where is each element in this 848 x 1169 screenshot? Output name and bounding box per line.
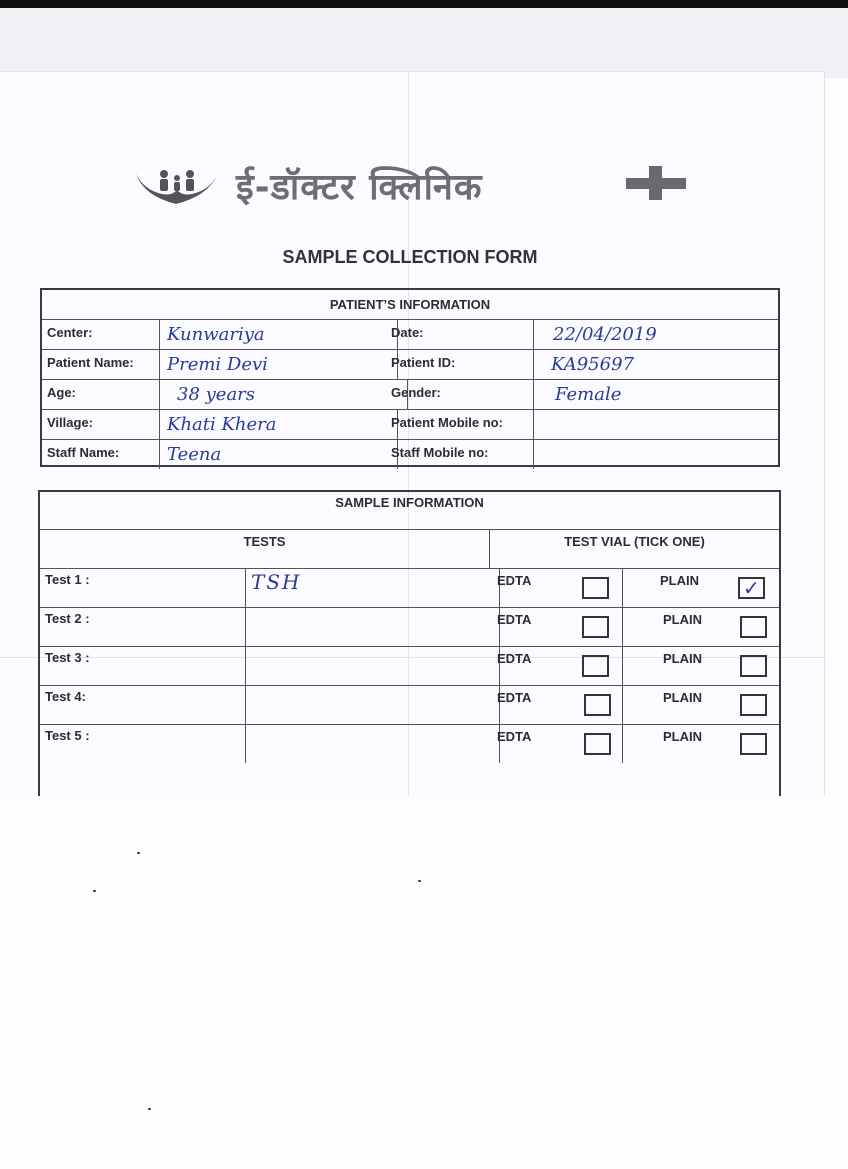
test-name-field[interactable] xyxy=(241,647,500,685)
table-row xyxy=(42,380,778,410)
plain-cell xyxy=(623,608,779,646)
test-row xyxy=(40,686,779,725)
plain-checkbox[interactable] xyxy=(740,616,767,638)
village-field[interactable]: Khati Khera xyxy=(155,410,398,439)
edta-label: EDTA xyxy=(497,690,532,705)
gender-label: Gender: xyxy=(386,380,534,409)
patient-mobile-field[interactable] xyxy=(529,410,790,439)
family-hands-logo-icon xyxy=(134,160,220,210)
staff-mobile-field[interactable] xyxy=(529,440,790,469)
clinic-brand xyxy=(134,155,483,215)
date-label: Date: xyxy=(386,320,534,349)
edta-checkbox[interactable] xyxy=(582,577,609,599)
clinic-name: ई-डॉक्टर क्लिनिक xyxy=(236,166,483,208)
table-row xyxy=(42,350,778,380)
staff-name-label: Staff Name: xyxy=(42,440,160,469)
plain-label: PLAIN xyxy=(663,612,702,627)
center-field[interactable]: Kunwariya xyxy=(155,320,398,349)
table-row xyxy=(42,320,778,350)
plain-label: PLAIN xyxy=(663,651,702,666)
edta-label: EDTA xyxy=(497,729,532,744)
checkmark-icon: ✓ xyxy=(743,576,760,600)
staff-mobile-label: Staff Mobile no: xyxy=(386,440,534,469)
test-name-field[interactable] xyxy=(241,725,500,763)
plain-checkbox[interactable] xyxy=(738,577,765,599)
center-label: Center: xyxy=(42,320,160,349)
edta-label: EDTA xyxy=(497,573,532,588)
sample-columns-header xyxy=(40,530,779,569)
test-row xyxy=(40,647,779,686)
test-label: Test 3 : xyxy=(40,647,246,685)
vial-column-header: TEST VIAL (TICK ONE) xyxy=(564,534,705,549)
edta-label: EDTA xyxy=(497,651,532,666)
plain-cell xyxy=(623,725,779,763)
table-row xyxy=(42,410,778,440)
patient-id-field[interactable]: KA95697 xyxy=(551,354,634,375)
patient-mobile-label: Patient Mobile no: xyxy=(386,410,534,439)
test-name-field[interactable] xyxy=(241,608,500,646)
age-field[interactable]: 38 years xyxy=(155,380,408,409)
edta-checkbox[interactable] xyxy=(584,694,611,716)
test-row xyxy=(40,569,779,608)
edta-checkbox[interactable] xyxy=(584,733,611,755)
plain-label: PLAIN xyxy=(660,573,699,588)
dust-speck xyxy=(137,852,140,854)
form-title: SAMPLE COLLECTION FORM xyxy=(282,247,538,267)
tests-column-header: TESTS xyxy=(40,530,490,568)
scan-background xyxy=(0,8,848,78)
test-name-field[interactable] xyxy=(241,686,500,724)
edta-checkbox[interactable] xyxy=(582,655,609,677)
edta-cell xyxy=(490,647,623,685)
dust-speck xyxy=(148,1108,151,1110)
edta-cell xyxy=(490,608,623,646)
plain-checkbox[interactable] xyxy=(740,733,767,755)
scanner-bed xyxy=(0,796,848,1169)
table-row xyxy=(42,440,778,469)
plain-cell xyxy=(623,686,779,724)
patient-name-field[interactable]: Premi Devi xyxy=(155,350,398,379)
dust-speck xyxy=(93,890,96,892)
patient-info-heading: PATIENT’S INFORMATION xyxy=(42,290,778,320)
age-label: Age: xyxy=(42,380,160,409)
test-label: Test 2 : xyxy=(40,608,246,646)
plain-cell xyxy=(623,647,779,685)
test-row xyxy=(40,608,779,647)
plain-checkbox[interactable] xyxy=(740,694,767,716)
sample-info-table xyxy=(38,490,781,796)
edta-cell xyxy=(490,725,623,763)
plain-checkbox[interactable] xyxy=(740,655,767,677)
edta-label: EDTA xyxy=(497,612,532,627)
test-label: Test 4: xyxy=(40,686,246,724)
patient-id-label: Patient ID: xyxy=(386,350,534,379)
test-label: Test 5 : xyxy=(40,725,246,763)
dust-speck xyxy=(418,880,421,882)
medical-cross-icon xyxy=(626,166,686,200)
date-field[interactable]: 22/04/2019 xyxy=(553,324,657,345)
test-label: Test 1 : xyxy=(40,569,246,607)
village-label: Village: xyxy=(42,410,160,439)
gender-field[interactable]: Female xyxy=(555,384,622,405)
plain-label: PLAIN xyxy=(663,729,702,744)
test-row xyxy=(40,725,779,763)
sample-info-heading: SAMPLE INFORMATION xyxy=(40,492,779,530)
patient-info-table xyxy=(40,288,780,467)
edta-cell xyxy=(490,686,623,724)
test-name-field[interactable]: TSH xyxy=(241,569,500,607)
plain-cell xyxy=(623,569,779,607)
edta-checkbox[interactable] xyxy=(582,616,609,638)
scan-top-edge xyxy=(0,0,848,8)
patient-name-label: Patient Name: xyxy=(42,350,160,379)
edta-cell xyxy=(490,569,623,607)
staff-name-field[interactable]: Teena xyxy=(155,440,398,469)
plain-label: PLAIN xyxy=(663,690,702,705)
